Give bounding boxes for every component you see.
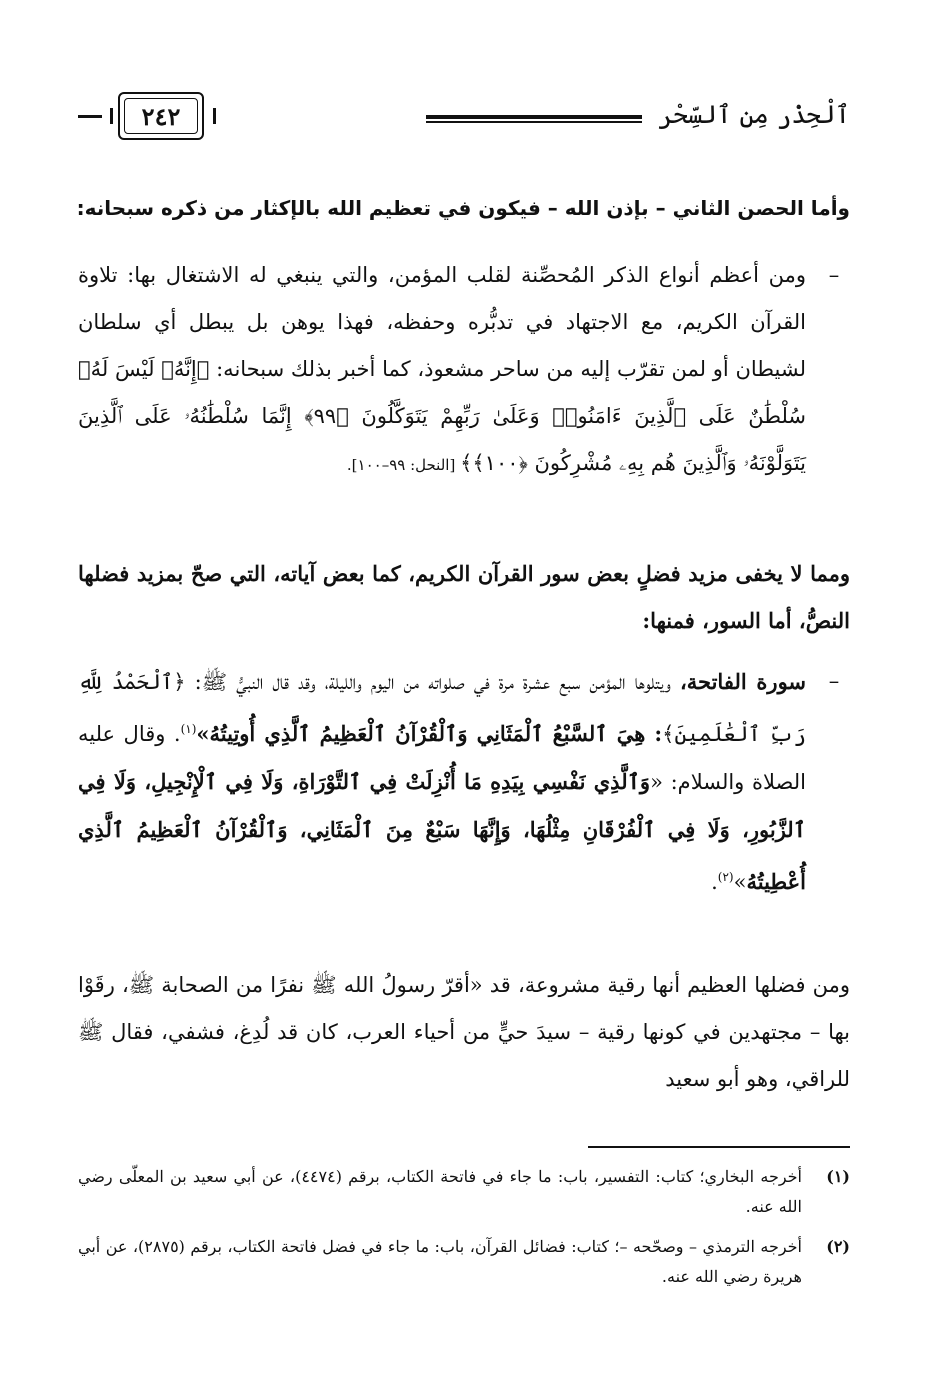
paragraph-text: ومن فضلها العظيم أنها رقية مشروعة، قد «أقرّ رسولُ الله ﷺ نفرًا من الصحابة ﷺ، رقَوْا بها – مجتهدين في كونها رقية – سيدَ حيٍّ من أحياء العرب، كان قد لُدِغ، فشفي، فقال ﷺ للراقي، وهو أبو سعيد [78,973,850,1091]
paragraph-text: . وقال عليه الصلاة والسلام: « [78,722,807,794]
page-number: ٢٤٢ [141,101,181,131]
footnote-2 [78,1232,850,1292]
header-rule-left [78,115,102,125]
book-page [78,0,850,1382]
footnote-number: (٢) [826,1237,850,1256]
hadith-text: وَٱلَّذِي نَفْسِي بِيَدِهِ مَا أُنْزِلَتْ فِي ٱلتَّوْرَاةِ، وَلَا فِي ٱلْإِنْجِيلِ، وَلَا فِي ٱلزَّبُورِ، وَلَا فِي ٱلْفُرْقَانِ مِثْلُهَا، وَإِنَّهَا سَبْعٌ مِنَ ٱلْمَثَانِي، وَٱلْقُرْآنُ ٱلْعَظِيمُ ٱلَّذِي أُعْطِيتُهُ [78,769,806,894]
verse-citation: [النحل: ٩٩–١٠٠]. [346,456,461,474]
paragraph-text: . [711,870,718,894]
paragraph-al-fatiha [78,658,850,906]
footnote-text: أخرجه البخاري؛ كتاب: التفسير، باب: ما جاء في فاتحة الكتاب، برقم (٤٤٧٤)، عن أبي سعيد بن المعلّى رضي الله عنه. [78,1167,802,1216]
footnote-number: (١) [826,1167,850,1186]
footnote-text: أخرجه الترمذي – وصحّحه –؛ كتاب: فضائل القرآن، باب: ما جاء في فضل فاتحة الكتاب، برقم (٢٨٧٥)، عن أبي هريرة رضي الله عنه. [78,1237,802,1286]
footnote-ref-2[interactable]: (٢) [717,870,734,884]
footnote-ref-1[interactable]: (١) [180,722,197,736]
paragraph-text: ويتلوها المؤمن سبع عشرة مرة في صلواته من اليوم والليلة، وقد قال النبيُّ ﷺ: [185,670,680,694]
quote-close: » [733,870,747,894]
running-title: ٱلْحِذْر مِن ٱلسِّحْر [658,100,850,129]
footnote-1 [78,1162,850,1222]
paragraph-quran-recitation [78,252,850,489]
section-heading: وأما الحصن الثاني – بإذن الله – فيكون في تعظيم الله بالإكثار من ذكره سبحانه: [76,196,850,220]
bullet-dash: – [828,263,840,287]
footnote-separator [588,1146,850,1148]
paragraph-text: ومما لا يخفى مزيد فضلٍ بعض سور القرآن الكريم، كما بعض آياته، التي صحّ بمزيد فضلها النصُّ، أما السور، فمنها: [78,561,850,633]
quran-verse: ﴿ٱلْحَمْدُ لِلَّهِ رَبِّ ٱلْعَٰلَمِينَ﴾ [78,670,806,746]
paragraph-ruqyah [78,962,850,1103]
quran-verse: ﴿إِنَّهُۥ لَيْسَ لَهُۥ سُلْطَٰنٌ عَلَى ٱلَّذِينَ ءَامَنُوا۟ وَعَلَىٰ رَبِّهِمْ يَتَوَكَّلُونَ ﴿٩٩﴾ إِنَّمَا سُلْطَٰنُهُۥ عَلَى ٱلَّذِينَ يَتَوَلَّوْنَهُۥ وَٱلَّذِينَ هُم بِهِۦ مُشْرِكُونَ ﴿١٠٠﴾﴾ [78,357,807,475]
header-rule-right [426,115,642,125]
page-header [78,88,850,148]
hadith-text: : هِيَ ٱلسَّبْعُ ٱلْمَثَانِي وَٱلْقُرْآنُ ٱلْعَظِيمُ ٱلَّذِي أُوتِيتُهُ» [196,721,663,746]
page-number-badge [118,92,204,140]
bullet-dash: – [828,669,840,693]
paragraph-text: ومن أعظم أنواع الذكر المُحصِّنة لقلب المؤمن، والتي ينبغي له الاشتغال بها: تلاوة القرآن الكريم، مع الاجتهاد في تدبُّره وحفظه، فهذا يوهن بل يبطل أي سلطان لشيطان أو لمن تقرّب إليه من ساحر مشعوذ، كما أخبر بذلك سبحانه: [78,263,806,381]
surah-name: سورة الفاتحة، [680,669,807,694]
paragraph-surah-virtues [78,550,850,644]
